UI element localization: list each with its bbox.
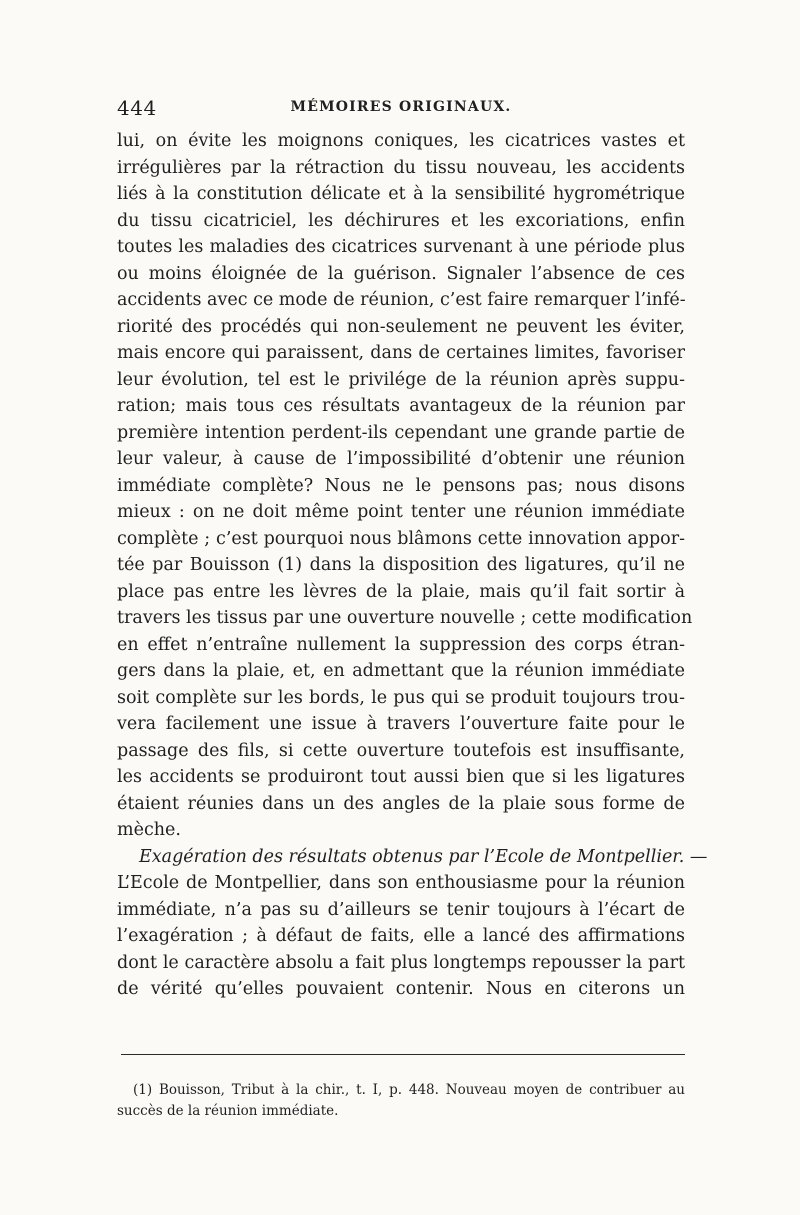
- text-line: irrégulières par la rétraction du tissu nouveau, les accidents: [117, 157, 685, 178]
- text-line: première intention perdent-ils cependant une grande partie de: [117, 422, 685, 443]
- text-line: L’Ecole de Montpellier, dans son enthousiasme pour la réunion: [117, 873, 685, 893]
- text-line: lui, on évite les moignons coniques, les cicatrices vastes et: [117, 131, 685, 151]
- text-line: liés à la constitution délicate et à la sensibilité hygrométrique: [117, 184, 685, 204]
- text-line: l’exagération ; à défaut de faits, elle a lancé des affirmations: [117, 926, 685, 946]
- text-line: place pas entre les lèvres de la plaie, mais qu’il fait sortir à: [117, 581, 685, 602]
- text-line: en effet n’entraîne nullement la suppression des corps étran-: [117, 634, 685, 655]
- text-line: immédiate complète? Nous ne le pensons pas; nous disons: [117, 475, 685, 496]
- section-heading: [117, 844, 708, 871]
- section-heading-title: Exagération des résultats obtenus par l’Ecole de Montpellier.: [139, 846, 685, 867]
- text-line: ou moins éloignée de la guérison. Signaler l’absence de ces: [117, 263, 685, 284]
- text-line: accidents avec ce mode de réunion, c’est faire remarquer l’infé-: [117, 290, 686, 310]
- text-line: étaient réunies dans un des angles de la plaie sous forme de: [117, 793, 685, 814]
- main-text: [117, 128, 708, 1003]
- text-line: vera facilement une issue à travers l’ouverture faite pour le: [117, 714, 685, 734]
- text-line: mais encore qui paraissent, dans de certaines limites, favoriser: [117, 343, 685, 363]
- text-line: immédiate, n’a pas su d’ailleurs se tenir toujours à l’écart de: [117, 899, 685, 920]
- text-line: de vérité qu’elles pouvaient contenir. Nous en citerons un: [117, 979, 685, 999]
- page-header: [117, 96, 685, 122]
- section-heading-dash: —: [684, 846, 708, 867]
- text-line: ration; mais tous ces résultats avantageux de la réunion par: [117, 396, 685, 416]
- text-line: mieux : on ne doit même point tenter une réunion immédiate: [117, 502, 685, 522]
- text-line: complète ; c’est pourquoi nous blâmons cette innovation appor-: [117, 528, 685, 549]
- text-line: du tissu cicatriciel, les déchirures et les excoriations, enfin: [117, 210, 685, 231]
- text-line: passage des fils, si cette ouverture toutefois est insuffisante,: [117, 740, 685, 761]
- footnotes: [117, 1080, 685, 1122]
- footnote-divider: [121, 1054, 685, 1055]
- text-line: dont le caractère absolu a fait plus longtemps repousser la part: [117, 952, 685, 973]
- running-title: MÉMOIRES ORIGINAUX.: [290, 99, 512, 115]
- text-line: les accidents se produiront tout aussi bien que si les ligatures: [117, 767, 685, 787]
- text-line: leur valeur, à cause de l’impossibilité d’obtenir une réunion: [117, 449, 685, 469]
- text-line: riorité des procédés qui non-seulement ne peuvent les éviter,: [117, 316, 685, 337]
- text-line: gers dans la plaie, et, en admettant que la réunion immédiate: [117, 661, 685, 681]
- text-line: tée par Bouisson (1) dans la disposition des ligatures, qu’il ne: [117, 555, 685, 575]
- text-line: toutes les maladies des cicatrices survenant à une période plus: [117, 237, 685, 257]
- page-number: 444: [117, 96, 157, 120]
- text-line: mèche.: [117, 820, 181, 840]
- text-line: leur évolution, tel est le privilége de la réunion après suppu-: [117, 369, 685, 390]
- text-line: soit complète sur les bords, le pus qui se produit toujours trou-: [117, 687, 685, 708]
- footnote-line: (1) Bouisson, Tribut à la chir., t. I, p. 448. Nouveau moyen de contribuer au: [133, 1082, 685, 1098]
- footnote-line: succès de la réunion immédiate.: [117, 1103, 339, 1119]
- text-line: travers les tissus par une ouverture nouvelle ; cette modification: [117, 608, 693, 628]
